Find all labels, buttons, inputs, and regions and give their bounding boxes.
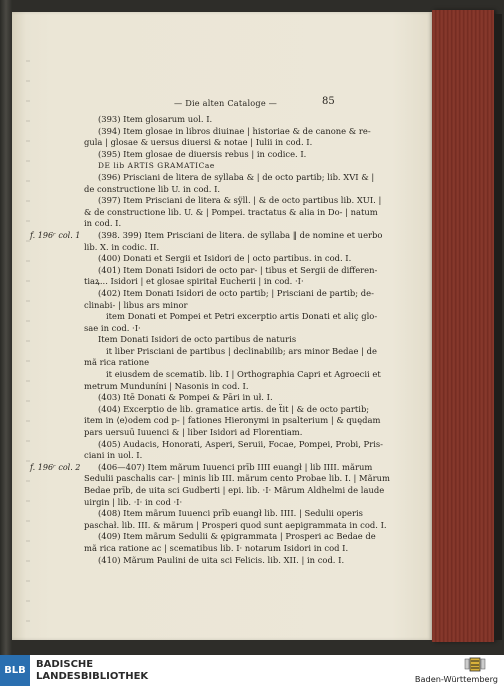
- line-text: item Donati et Pompei et Petri excerptio artis Donati et aliç glo-: [106, 311, 378, 322]
- text-line: [84, 508, 363, 520]
- line-text: (395) Item glosae de diuersis rebus | in codice. I.: [98, 148, 307, 159]
- line-text: Bedae prīb, de uita sci Gudberti | epi. lib. ·I· Mãrum Aldhelmi de laude: [84, 485, 385, 495]
- spine-shadow: [26, 42, 30, 622]
- line-text: clinabi- | libus ars minor: [84, 299, 188, 310]
- page-stack-edge: [432, 10, 494, 642]
- line-text: (402) Item Donati Isidori de octo partib; | Prisciani de partib; de-: [98, 287, 374, 298]
- line-text: (409) Item mãrum Sedulii & ępigrammata | Prosperi ac Bedae de: [98, 531, 376, 542]
- text-line: [84, 392, 344, 404]
- text-line: [84, 125, 371, 138]
- book-cover-edge: [494, 14, 502, 640]
- line-text: ciani in uol. I.: [84, 450, 143, 461]
- line-text: mã rica ratione: [84, 357, 150, 368]
- line-text: gula | glosae & uersus diuersi & notae | Iulii in cod. I.: [84, 137, 313, 148]
- text-line: [84, 137, 344, 149]
- line-text: Item Donati Isidori de octo partibus de naturis: [98, 334, 297, 345]
- text-line: [84, 438, 384, 451]
- line-text: lib. X. in codic. II.: [84, 241, 160, 252]
- page-number: 85: [322, 96, 335, 107]
- text-line: [84, 473, 390, 485]
- margin-note: f. 196ʳ col. 1: [30, 230, 81, 240]
- margin-note: f. 196ʳ col. 2: [30, 462, 81, 472]
- line-text: (406—407) Item mãrum Iuuenci prīb IIII euangł | lib IIII. mãrum: [98, 461, 373, 472]
- line-text: mã rica ratione ac | scematibus lib. I· notarum Isidori in cod I.: [84, 542, 349, 553]
- text-line: [84, 184, 344, 196]
- text-line: [84, 542, 349, 555]
- line-text: (410) Mãrum Paulini de uita sci Felicis. lib. XII. | in cod. I.: [98, 554, 345, 565]
- line-text: (403) Itē Donati & Pompei & Pāri in uł. I.: [98, 392, 273, 403]
- text-line: [84, 160, 344, 172]
- text-line: [84, 206, 378, 219]
- text-line: [84, 276, 344, 288]
- text-line: [84, 114, 344, 126]
- text-line: [84, 253, 352, 265]
- line-text: item in ⟨e⟩odem cod p- | fationes Hieronymi in psalterium | & quędam: [84, 415, 381, 426]
- running-title: — Die alten Cataloge —: [174, 98, 278, 108]
- text-line: [84, 415, 381, 427]
- text-line: [30, 229, 383, 242]
- line-text: in cod. I.: [84, 218, 122, 229]
- line-text: it liber Prisciani de partibus | declinabilib; ars minor Bedae | de: [106, 345, 377, 356]
- text-line: [84, 531, 376, 543]
- line-text: DE lib ARTIS GRAMATICae: [98, 161, 215, 171]
- text-line: [84, 242, 344, 254]
- line-text: de constructione lib U. in cod. I.: [84, 183, 221, 194]
- text-line: [84, 555, 344, 567]
- text-line: [84, 381, 344, 393]
- coat-of-arms-icon: [464, 656, 486, 674]
- line-text: tiaꝝ... Isidori | et glosae spiritał Eucherii | in cod. ·I·: [84, 276, 304, 287]
- library-name-line2: LANDESBIBLIOTHEK: [36, 671, 149, 682]
- line-text: (400) Donati et Sergii et Isidori de | octo partibus. in cod. I.: [98, 253, 352, 264]
- line-text: pars uersuū Iuuenci & | liber Isidori ad Florentiam.: [84, 427, 303, 438]
- line-text: (404) Excerptio de lib. gramatice artis. de ẗit | & de octo partib;: [98, 403, 370, 414]
- library-name-line1: BADISCHE: [36, 659, 94, 670]
- line-text: uirgin | lib. ·I· in cod ·I·: [84, 496, 183, 507]
- line-text: paschał. lib. III. & mãrum | Prosperi quod sunt aepigrammata in cod. I.: [84, 519, 387, 530]
- line-text: Sedulii paschalis car- | minis lib III. mãrum cento Probae lib. I. | Mãrum: [84, 473, 390, 484]
- line-text: (393) Item glosarum uol. I.: [98, 114, 213, 124]
- text-line: [84, 519, 387, 532]
- line-text: (396) Prisciani de litera de syllaba & | de octo partib; lib. XVI & |: [98, 171, 375, 182]
- line-text: (397) Item Prisciani de litera & sÿll. | & de octo partibus lib. XUI. |: [98, 195, 382, 206]
- text-line: [84, 149, 344, 161]
- catalog-text: [30, 114, 390, 566]
- line-text: (405) Audacis, Honorati, Asperi, Seruii, Focae, Pompei, Probi, Pris-: [98, 438, 384, 449]
- text-line: [84, 369, 381, 381]
- line-text: (398. 399) Item Prisciani de litera. de syllaba ‖ de nomine et uerbo: [98, 229, 383, 240]
- text-line: [84, 311, 378, 323]
- line-text: (401) Item Donati Isidori de octo par- | tibus et Sergii de differen-: [98, 264, 378, 275]
- text-line: [84, 323, 344, 335]
- running-header: [0, 96, 432, 110]
- line-text: (408) Item mãrum Iuuenci prīb euangł lib. IIII. | Sedulii operis: [98, 508, 363, 519]
- text-line: [84, 403, 370, 416]
- text-line: [84, 218, 344, 230]
- text-line: [84, 427, 344, 439]
- line-text: it eiusdem de scematib. lib. I | Orthographia Capri et Agroecii et: [106, 369, 381, 380]
- text-line: [84, 171, 375, 184]
- blb-logo: BLB: [0, 655, 30, 686]
- text-line: [84, 287, 374, 300]
- text-line: [84, 195, 382, 207]
- text-line: [84, 497, 344, 509]
- text-line: [84, 357, 344, 369]
- line-text: sae in cod. ·I·: [84, 322, 141, 333]
- text-line: [84, 334, 344, 346]
- region-label: Baden-Württemberg: [414, 674, 498, 684]
- text-line: [84, 264, 378, 277]
- text-line: [84, 300, 344, 312]
- library-name: [36, 659, 148, 683]
- text-line: [84, 345, 377, 358]
- line-text: metrum Munduníni | Nasonis in cod. I.: [84, 380, 249, 391]
- line-text: (394) Item glosae in libros diuinae | historiae & de canone & re-: [98, 125, 371, 136]
- line-text: & de constructione lib. U. & | Pompei. tractatus & alia in Do- | natum: [84, 206, 378, 217]
- text-line: [84, 485, 385, 497]
- text-line: [30, 461, 373, 474]
- library-footer: [0, 655, 504, 686]
- text-line: [84, 450, 344, 462]
